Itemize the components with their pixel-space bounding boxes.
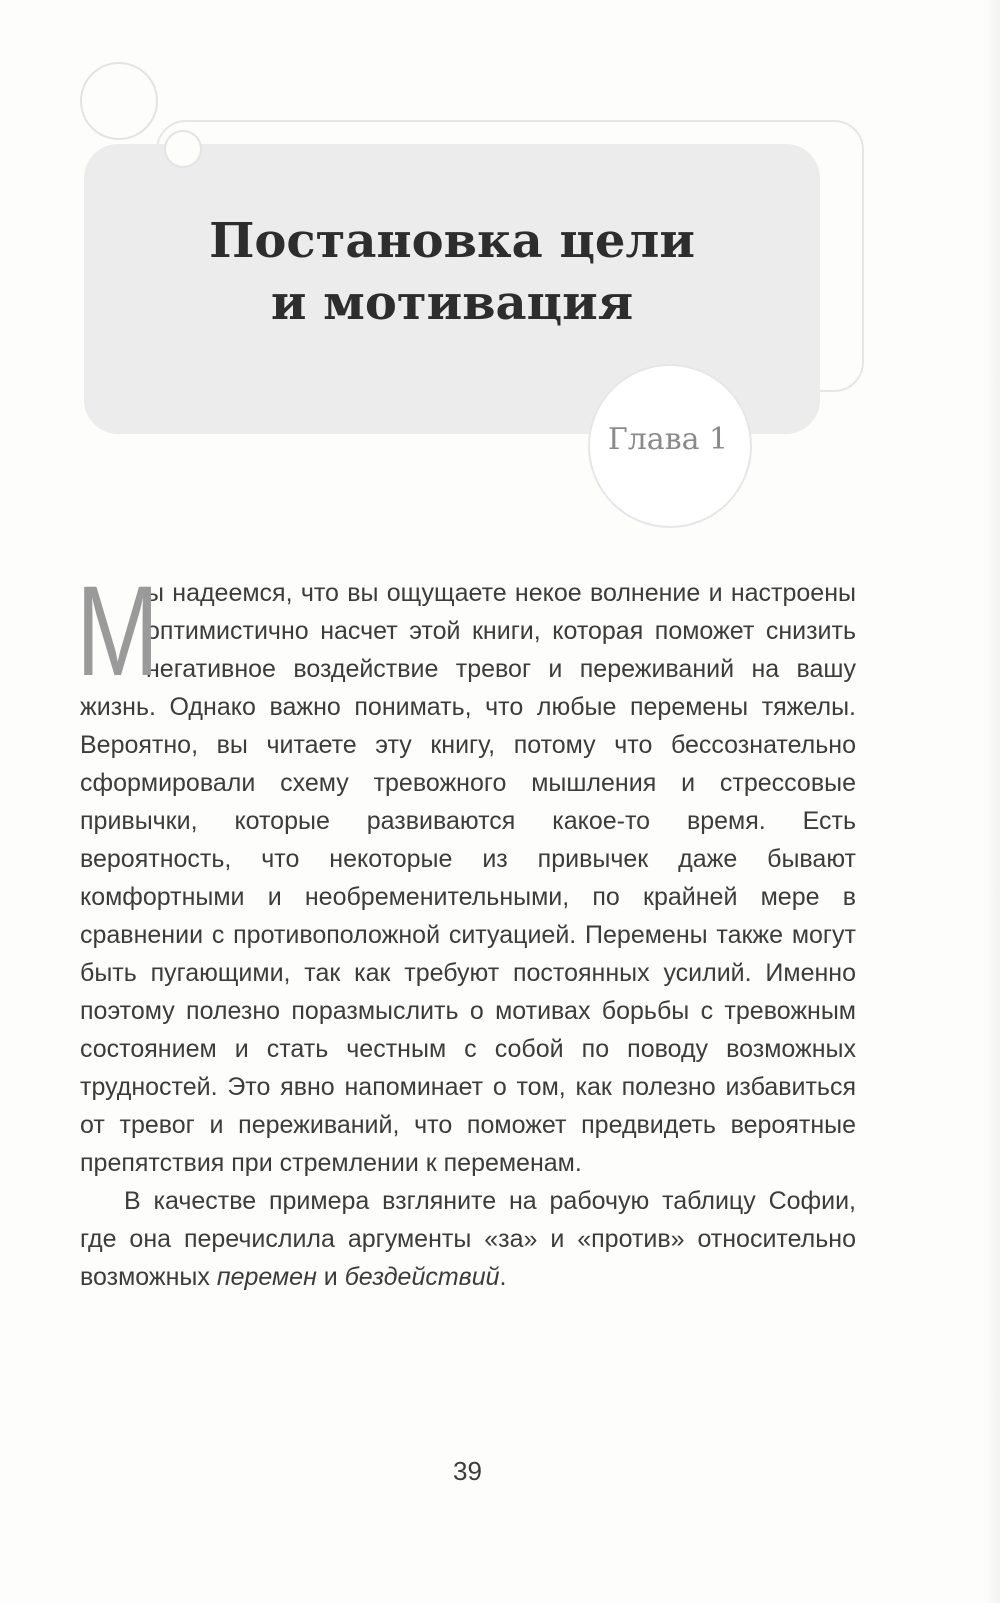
paragraph-1: [76, 560, 856, 1182]
paragraph-2-emphasis-1: перемен: [216, 1263, 317, 1291]
paragraph-1-text: ы надеемся, что вы ощущаете некое волнение и настроены оптимистично насчет этой книги, которая поможет снизить негативное воздействие тревог и переживаний на вашу жизнь. Однако важно понимать, что любые перемены тяжелы. Вероятно, вы читаете эту книгу, потому что бессознательно сформировали схему тревожного мышления и стрессовые привычки, которые развиваются какое-то время. Есть вероятность, что некоторые из привычек даже бывают комфортными и необременительными, по крайней мере в сравнении с противоположной ситуацией. Перемены также могут быть пугающими, так как требуют постоянных усилий. Именно поэтому полезно поразмыслить о мотивах борьбы с тревожным состоянием и стать честным с собой по поводу возможных трудностей. Это явно напоминает о том, как полезно избавиться от тревог и переживаний, что поможет предвидеть вероятные препятствия при стремлении к переменам.: [80, 579, 856, 1177]
chapter-title-line-2: и мотивация: [270, 275, 634, 331]
paragraph-2: [80, 1182, 856, 1296]
page-edge-shadow: [982, 0, 1000, 1603]
paragraph-2-end: .: [499, 1263, 507, 1291]
drop-cap: М: [76, 560, 160, 703]
page-number: 39: [453, 1456, 482, 1486]
chapter-title-line-1: Постановка цели: [209, 213, 695, 269]
body-text: [76, 560, 856, 1296]
chapter-title: [84, 210, 820, 334]
paragraph-2-start: В качестве примера взгляните на рабочую таблицу Софии, где она перечислила аргументы «за» и «против» относительно возможных: [80, 1187, 856, 1291]
decorative-circle-small: [164, 130, 202, 168]
chapter-number-label: Глава 1: [607, 422, 729, 457]
paragraph-2-mid: и: [316, 1263, 345, 1291]
decorative-circle-large: [80, 62, 158, 140]
paragraph-2-emphasis-2: бездействий: [344, 1263, 500, 1291]
